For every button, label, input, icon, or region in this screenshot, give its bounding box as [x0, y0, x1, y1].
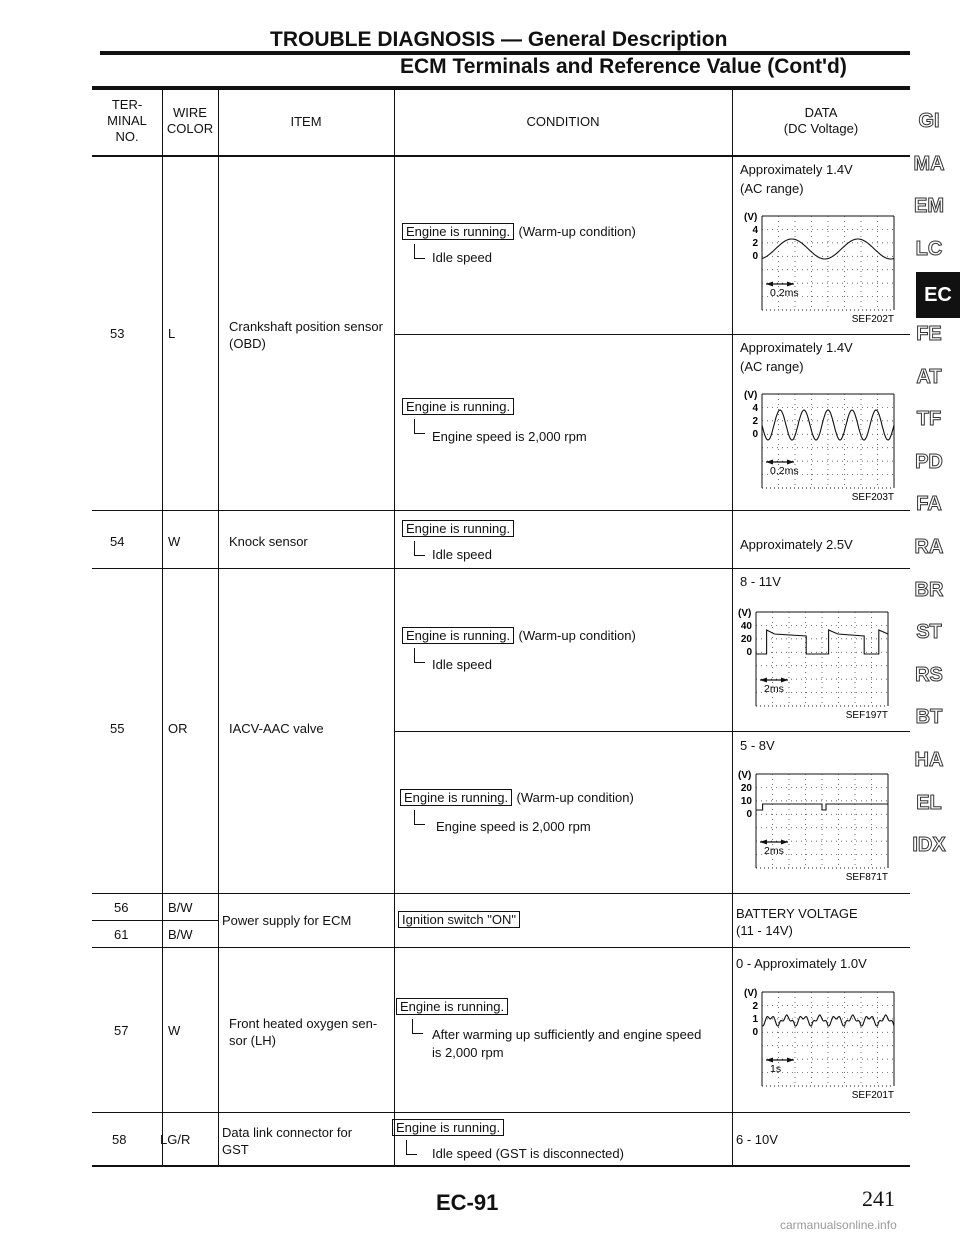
- condition-sub: After warming up sufficiently and engine speed is 2,000 rpm: [432, 1027, 702, 1060]
- condition-box: Engine is running.: [402, 398, 514, 415]
- data-58: 6 - 10V: [736, 1132, 778, 1147]
- header-item: ITEM: [290, 114, 322, 129]
- condition-sub: Idle speed: [432, 250, 492, 265]
- item-54: Knock sensor: [229, 534, 308, 549]
- terminal-53: 53: [110, 326, 125, 341]
- svg-text:0: 0: [752, 251, 758, 262]
- svg-text:40: 40: [740, 621, 752, 632]
- item-53: Crankshaft position sensor (OBD): [229, 319, 383, 351]
- section-tab-gi[interactable]: GI: [918, 110, 940, 132]
- condition-box: Engine is running.: [402, 627, 514, 644]
- svg-text:SEF202T: SEF202T: [851, 314, 894, 325]
- svg-text:0: 0: [746, 647, 752, 658]
- data-54: Approximately 2.5V: [740, 537, 853, 552]
- watermark: carmanualsonline.info: [780, 1218, 897, 1232]
- data-56: BATTERY VOLTAGE (11 - 14V): [736, 906, 858, 938]
- svg-text:2ms: 2ms: [764, 683, 784, 695]
- condition-sub: Engine speed is 2,000 rpm: [436, 819, 591, 834]
- section-tab-at[interactable]: AT: [916, 365, 942, 388]
- svg-text:(V): (V): [738, 608, 752, 619]
- condition-box: Engine is running.: [402, 520, 514, 537]
- condition-53-b: [402, 398, 514, 416]
- condition-sub: Engine speed is 2,000 rpm: [432, 429, 587, 444]
- svg-text:1s: 1s: [770, 1063, 782, 1075]
- section-tab-rs[interactable]: RS: [915, 663, 943, 686]
- condition-sub: Idle speed: [432, 547, 492, 562]
- condition-58: [392, 1119, 504, 1137]
- bracket-icon: [414, 541, 425, 556]
- condition-box: Engine is running.: [400, 789, 512, 806]
- condition-57: [396, 998, 508, 1016]
- wire-61: B/W: [168, 927, 193, 942]
- svg-text:20: 20: [740, 634, 752, 645]
- section-tab-pd[interactable]: PD: [915, 450, 943, 473]
- wire-57: W: [168, 1023, 181, 1038]
- data-53-b: Approximately 1.4V (AC range): [740, 340, 853, 374]
- section-tab-ma[interactable]: MA: [913, 152, 945, 175]
- condition-sub: Idle speed: [432, 657, 492, 672]
- header-data: DATA (DC Voltage): [783, 105, 859, 136]
- data-57: 0 - Approximately 1.0V: [736, 956, 867, 971]
- data-55-b: 5 - 8V: [740, 738, 775, 753]
- item-58: Data link connector for GST: [222, 1125, 353, 1157]
- condition-box: Engine is running.: [396, 998, 508, 1015]
- section-tab-em[interactable]: EM: [914, 195, 944, 218]
- bracket-icon: [414, 648, 425, 663]
- condition-55-b: Engine is running. (Warm-up condition): [400, 789, 634, 807]
- wire-54: W: [168, 534, 181, 549]
- condition-box: Engine is running.: [402, 223, 514, 240]
- terminal-57: 57: [114, 1023, 129, 1038]
- oscilloscope-55-2000: [730, 764, 900, 884]
- bracket-icon: [414, 244, 425, 259]
- section-tab-ra[interactable]: RA: [914, 536, 944, 558]
- condition-55-a: Engine is running. (Warm-up condition): [402, 627, 636, 645]
- header-wire-color: WIRE COLOR: [166, 105, 214, 136]
- svg-text:1: 1: [752, 1014, 758, 1025]
- page-subtitle: ECM Terminals and Reference Value (Cont'd): [400, 55, 847, 78]
- header-condition: CONDITION: [526, 114, 600, 129]
- svg-text:4: 4: [752, 403, 758, 414]
- page-title: TROUBLE DIAGNOSIS — General Description: [270, 28, 728, 51]
- section-tab-ha[interactable]: HA: [914, 749, 944, 771]
- svg-text:2: 2: [752, 238, 758, 249]
- svg-text:0.2ms: 0.2ms: [770, 465, 799, 477]
- section-tab-fe[interactable]: FE: [916, 323, 942, 345]
- section-tab-lc[interactable]: LC: [915, 237, 943, 260]
- terminal-55: 55: [110, 721, 125, 736]
- oscilloscope-53-2000: [736, 384, 906, 504]
- svg-text:(V): (V): [738, 770, 752, 781]
- data-55-a: 8 - 11V: [740, 574, 781, 589]
- svg-text:2: 2: [752, 416, 758, 427]
- svg-text:0: 0: [752, 1027, 758, 1038]
- condition-sub: Idle speed (GST is disconnected): [432, 1146, 624, 1161]
- wire-58: LG/R: [160, 1132, 191, 1147]
- svg-text:0: 0: [746, 809, 752, 820]
- section-tab-tf[interactable]: TF: [916, 408, 942, 431]
- svg-text:SEF201T: SEF201T: [851, 1090, 894, 1101]
- bracket-icon: [412, 1019, 423, 1034]
- svg-text:SEF197T: SEF197T: [845, 710, 888, 721]
- oscilloscope-57: [736, 982, 906, 1102]
- condition-56: [398, 911, 520, 929]
- page-code: EC-91: [436, 1190, 499, 1215]
- section-tab-st[interactable]: ST: [916, 621, 942, 644]
- condition-54: [402, 520, 514, 538]
- terminal-58: 58: [112, 1132, 127, 1147]
- subtitle-rule: [92, 86, 910, 90]
- header-terminal: TER- MINAL NO.: [107, 97, 147, 144]
- oscilloscope-55-idle: [730, 602, 900, 722]
- data-53-a: Approximately 1.4V (AC range): [740, 162, 853, 196]
- oscilloscope-53-idle: [736, 206, 906, 326]
- section-tab-ec[interactable]: EC: [916, 272, 960, 318]
- section-tab-el[interactable]: EL: [916, 791, 942, 814]
- svg-text:SEF203T: SEF203T: [851, 492, 894, 503]
- bracket-icon: [414, 810, 425, 825]
- svg-text:(V): (V): [744, 212, 758, 223]
- terminal-54: 54: [110, 534, 125, 549]
- svg-text:2ms: 2ms: [764, 845, 784, 857]
- section-tab-idx[interactable]: IDX: [912, 834, 946, 857]
- svg-text:4: 4: [752, 225, 758, 236]
- bracket-icon: [406, 1140, 417, 1155]
- condition-box: Ignition switch "ON": [398, 911, 520, 928]
- svg-text:(V): (V): [744, 390, 758, 401]
- svg-text:0: 0: [752, 429, 758, 440]
- wire-56: B/W: [168, 900, 193, 915]
- svg-text:SEF871T: SEF871T: [845, 872, 888, 883]
- svg-text:10: 10: [740, 796, 752, 807]
- section-tab-br[interactable]: BR: [914, 578, 944, 601]
- condition-53-a: Engine is running. (Warm-up condition): [402, 223, 636, 241]
- svg-text:0.2ms: 0.2ms: [770, 287, 799, 299]
- section-tab-fa[interactable]: FA: [916, 493, 942, 516]
- wire-55: OR: [168, 721, 188, 736]
- item-55: IACV-AAC valve: [229, 721, 324, 736]
- svg-text:(V): (V): [744, 988, 758, 999]
- item-56: Power supply for ECM: [222, 913, 352, 928]
- svg-text:2: 2: [752, 1001, 758, 1012]
- section-tab-bt[interactable]: BT: [915, 706, 943, 729]
- terminal-56: 56: [114, 900, 129, 915]
- bracket-icon: [414, 419, 425, 434]
- terminal-61: 61: [114, 927, 129, 942]
- svg-text:20: 20: [740, 783, 752, 794]
- item-57: Front heated oxygen sen- sor (LH): [229, 1016, 378, 1048]
- page-number: 241: [862, 1186, 895, 1211]
- wire-53: L: [168, 326, 176, 341]
- condition-box: Engine is running.: [392, 1119, 504, 1136]
